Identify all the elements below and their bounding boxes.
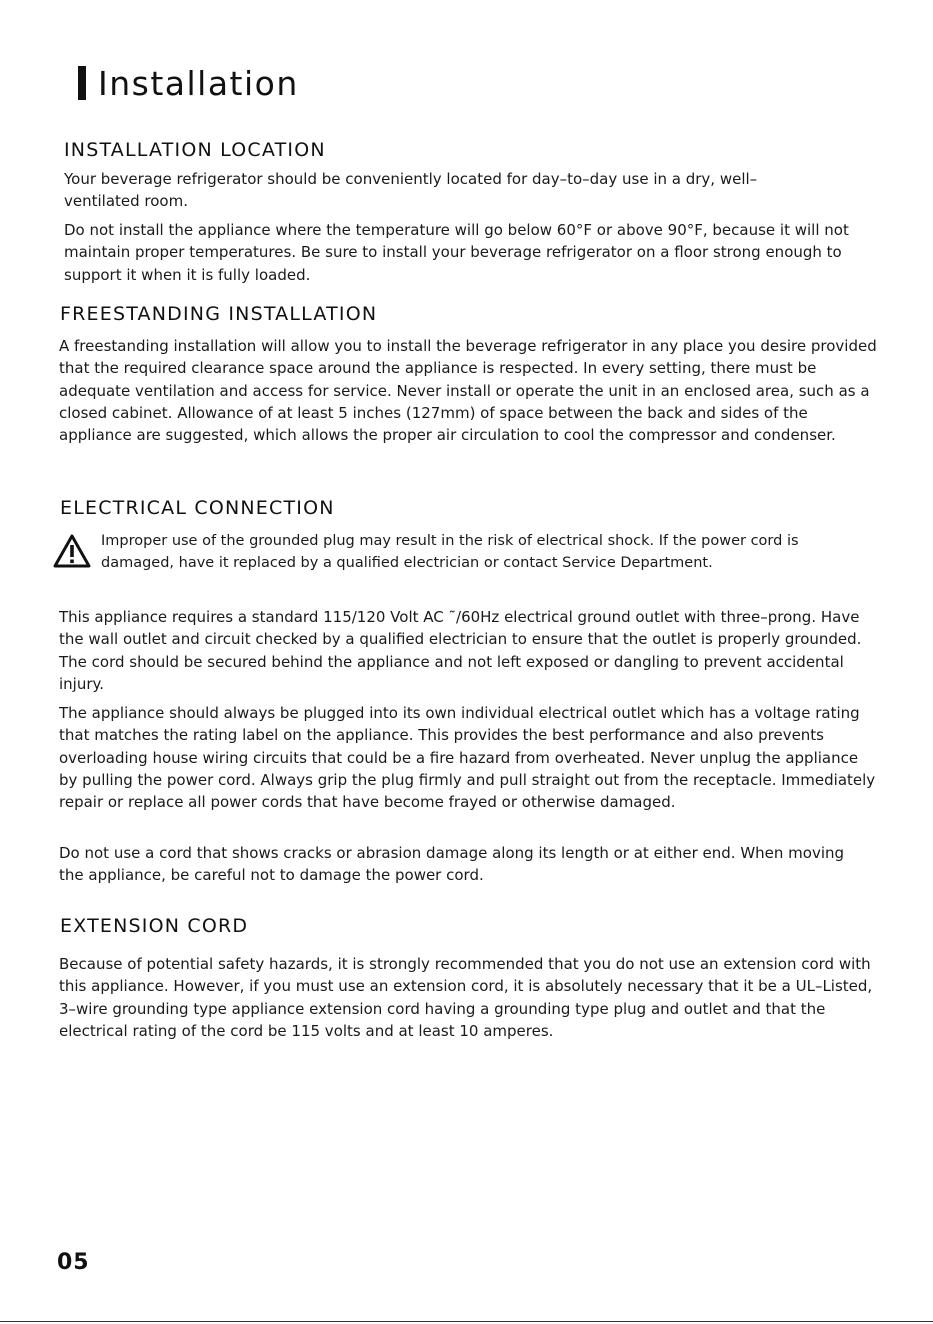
page-number: 05 (57, 1250, 90, 1275)
electrical-paragraph-1: This appliance requires a standard 115/120 Volt AC ˜/60Hz electrical ground outlet with three–prong. Have the wall outlet and circuit checked by a qualified electrician to ensure that the outlet is properly grounded. The cord should be secured behind the appliance and not left exposed or dangling to prevent accidental injury. (59, 608, 862, 693)
bottom-rule (0, 1321, 933, 1322)
page-title-text: Installation (98, 63, 299, 103)
location-paragraph-1: Your beverage refrigerator should be conveniently located for day–to–day use in a dry, well–ventilated room. (64, 170, 758, 211)
warning-triangle-icon (53, 534, 91, 568)
extension-paragraph: Because of potential safety hazards, it is strongly recommended that you do not use an extension cord with this appliance. However, if you must use an extension cord, it is absolutely necessary that it be a UL–Listed, 3–wire grounding type appliance extension cord having a grounding type plug and outlet and that the electrical rating of the cord be 115 volts and at least 10 amperes. (59, 955, 873, 1040)
electrical-paragraph-3: Do not use a cord that shows cracks or abrasion damage along its length or at either end. When moving the appliance, be careful not to damage the power cord. (59, 844, 845, 885)
heading-electrical-connection: ELECTRICAL CONNECTION (60, 497, 335, 519)
heading-freestanding-installation: FREESTANDING INSTALLATION (60, 303, 378, 325)
location-paragraph-2: Do not install the appliance where the temperature will go below 60°F or above 90°F, because it will not maintain proper temperatures. Be sure to install your beverage refrigerator on a floor strong enough to support it when it is fully loaded. (64, 221, 849, 284)
heading-extension-cord: EXTENSION CORD (60, 915, 249, 937)
heading-installation-location: INSTALLATION LOCATION (64, 139, 326, 161)
title-bar-decoration (78, 66, 86, 100)
freestanding-paragraph: A freestanding installation will allow you to install the beverage refrigerator in any place you desire provided that the required clearance space around the appliance is respected. In every setting, there must be adequate ventilation and access for service. Never install or operate the unit in an enclosed area, such as a closed cabinet. Allowance of at least 5 inches (127mm) of space between the back and sides of the appliance are suggested, which allows the proper air circulation to cool the compressor and condenser. (59, 337, 877, 445)
electrical-warning-text: Improper use of the grounded plug may result in the risk of electrical shock. If the power cord is damaged, have it replaced by a qualified electrician or contact Service Department. (101, 533, 799, 572)
page-title (78, 58, 299, 108)
electrical-paragraph-2: The appliance should always be plugged into its own individual electrical outlet which has a voltage rating that matches the rating label on the appliance. This provides the best performance and also prevents overloading house wiring circuits that could be a fire hazard from overheated. Never unplug the appliance by pulling the power cord. Always grip the plug firmly and pull straight out from the receptacle. Immediately repair or replace all power cords that have become frayed or otherwise damaged. (59, 704, 876, 812)
